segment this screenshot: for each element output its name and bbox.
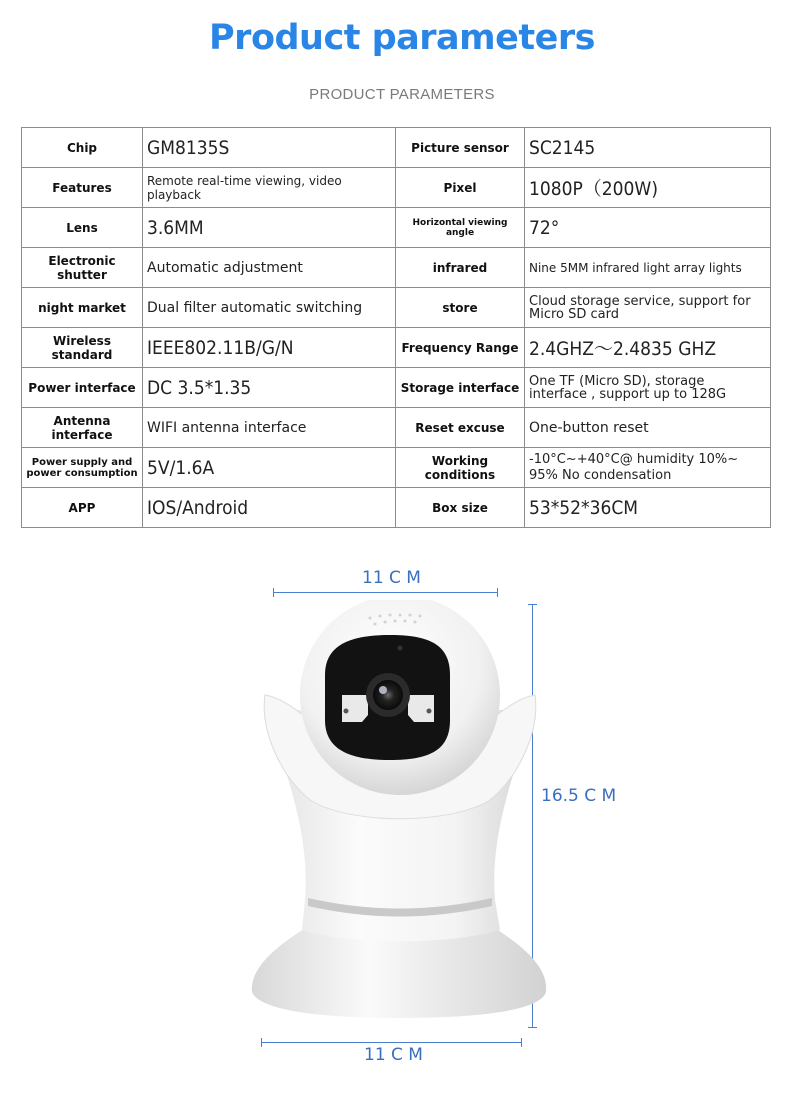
param-label: Reset excuse: [396, 408, 525, 448]
param-value: WIFI antenna interface: [143, 408, 396, 448]
table-row: [22, 288, 771, 328]
param-label: Pixel: [396, 168, 525, 208]
bottom-width-tick-left: [261, 1038, 262, 1047]
param-label: Box size: [396, 488, 525, 528]
param-value: One TF (Micro SD), storage interface , support up to 128G: [525, 368, 771, 408]
bottom-width-label: 11 C M: [364, 1045, 423, 1065]
param-value: Automatic adjustment: [143, 248, 396, 288]
param-value: 1080P（200W): [525, 168, 771, 208]
table-row: [22, 408, 771, 448]
table-row: [22, 448, 771, 488]
param-label: Picture sensor: [396, 128, 525, 168]
param-value: Dual filter automatic switching: [143, 288, 396, 328]
param-value: One-button reset: [525, 408, 771, 448]
param-value: Nine 5MM infrared light array lights: [525, 248, 771, 288]
param-value: IEEE802.11B/G/N: [143, 328, 396, 368]
bottom-width-tick-right: [521, 1038, 522, 1047]
parameters-table: [21, 127, 771, 528]
table-row: [22, 488, 771, 528]
param-label: store: [396, 288, 525, 328]
param-label: Wireless standard: [22, 328, 143, 368]
top-width-line: [273, 592, 498, 593]
camera-illustration: [250, 600, 550, 1030]
param-value: GM8135S: [143, 128, 396, 168]
table-row: [22, 208, 771, 248]
param-label: Storage interface: [396, 368, 525, 408]
param-value: SC2145: [525, 128, 771, 168]
param-value: DC 3.5*1.35: [143, 368, 396, 408]
param-label: Features: [22, 168, 143, 208]
table-row: [22, 128, 771, 168]
table-row: [22, 248, 771, 288]
param-value: IOS/Android: [143, 488, 396, 528]
param-label: APP: [22, 488, 143, 528]
param-value: 3.6MM: [143, 208, 396, 248]
param-label: Power supply and power consumption: [22, 448, 143, 488]
table-row: [22, 168, 771, 208]
param-value: Remote real-time viewing, video playback: [143, 168, 396, 208]
param-value: 72°: [525, 208, 771, 248]
param-label: Frequency Range: [396, 328, 525, 368]
param-value: 5V/1.6A: [143, 448, 396, 488]
param-value: Cloud storage service, support for Micro SD card: [525, 288, 771, 328]
top-width-tick-right: [497, 588, 498, 597]
param-label: Electronic shutter: [22, 248, 143, 288]
param-value: 2.4GHZ～2.4835 GHZ: [525, 328, 771, 368]
top-width-label: 11 C M: [362, 568, 421, 588]
table-row: [22, 368, 771, 408]
param-label: Chip: [22, 128, 143, 168]
height-label: 16.5 C M: [541, 786, 617, 806]
param-label: infrared: [396, 248, 525, 288]
param-label: Working conditions: [396, 448, 525, 488]
page-title: Product parameters: [209, 18, 595, 58]
page-subtitle: PRODUCT PARAMETERS: [309, 86, 495, 103]
param-label: Lens: [22, 208, 143, 248]
param-value: -10°C~+40°C@ humidity 10%~ 95% No condensation: [525, 448, 771, 488]
table-row: [22, 328, 771, 368]
param-label: Horizontal viewing angle: [396, 208, 525, 248]
param-label: Power interface: [22, 368, 143, 408]
bottom-width-line: [261, 1042, 522, 1043]
top-width-tick-left: [273, 588, 274, 597]
param-value: 53*52*36CM: [525, 488, 771, 528]
param-label: Antenna interface: [22, 408, 143, 448]
param-label: night market: [22, 288, 143, 328]
